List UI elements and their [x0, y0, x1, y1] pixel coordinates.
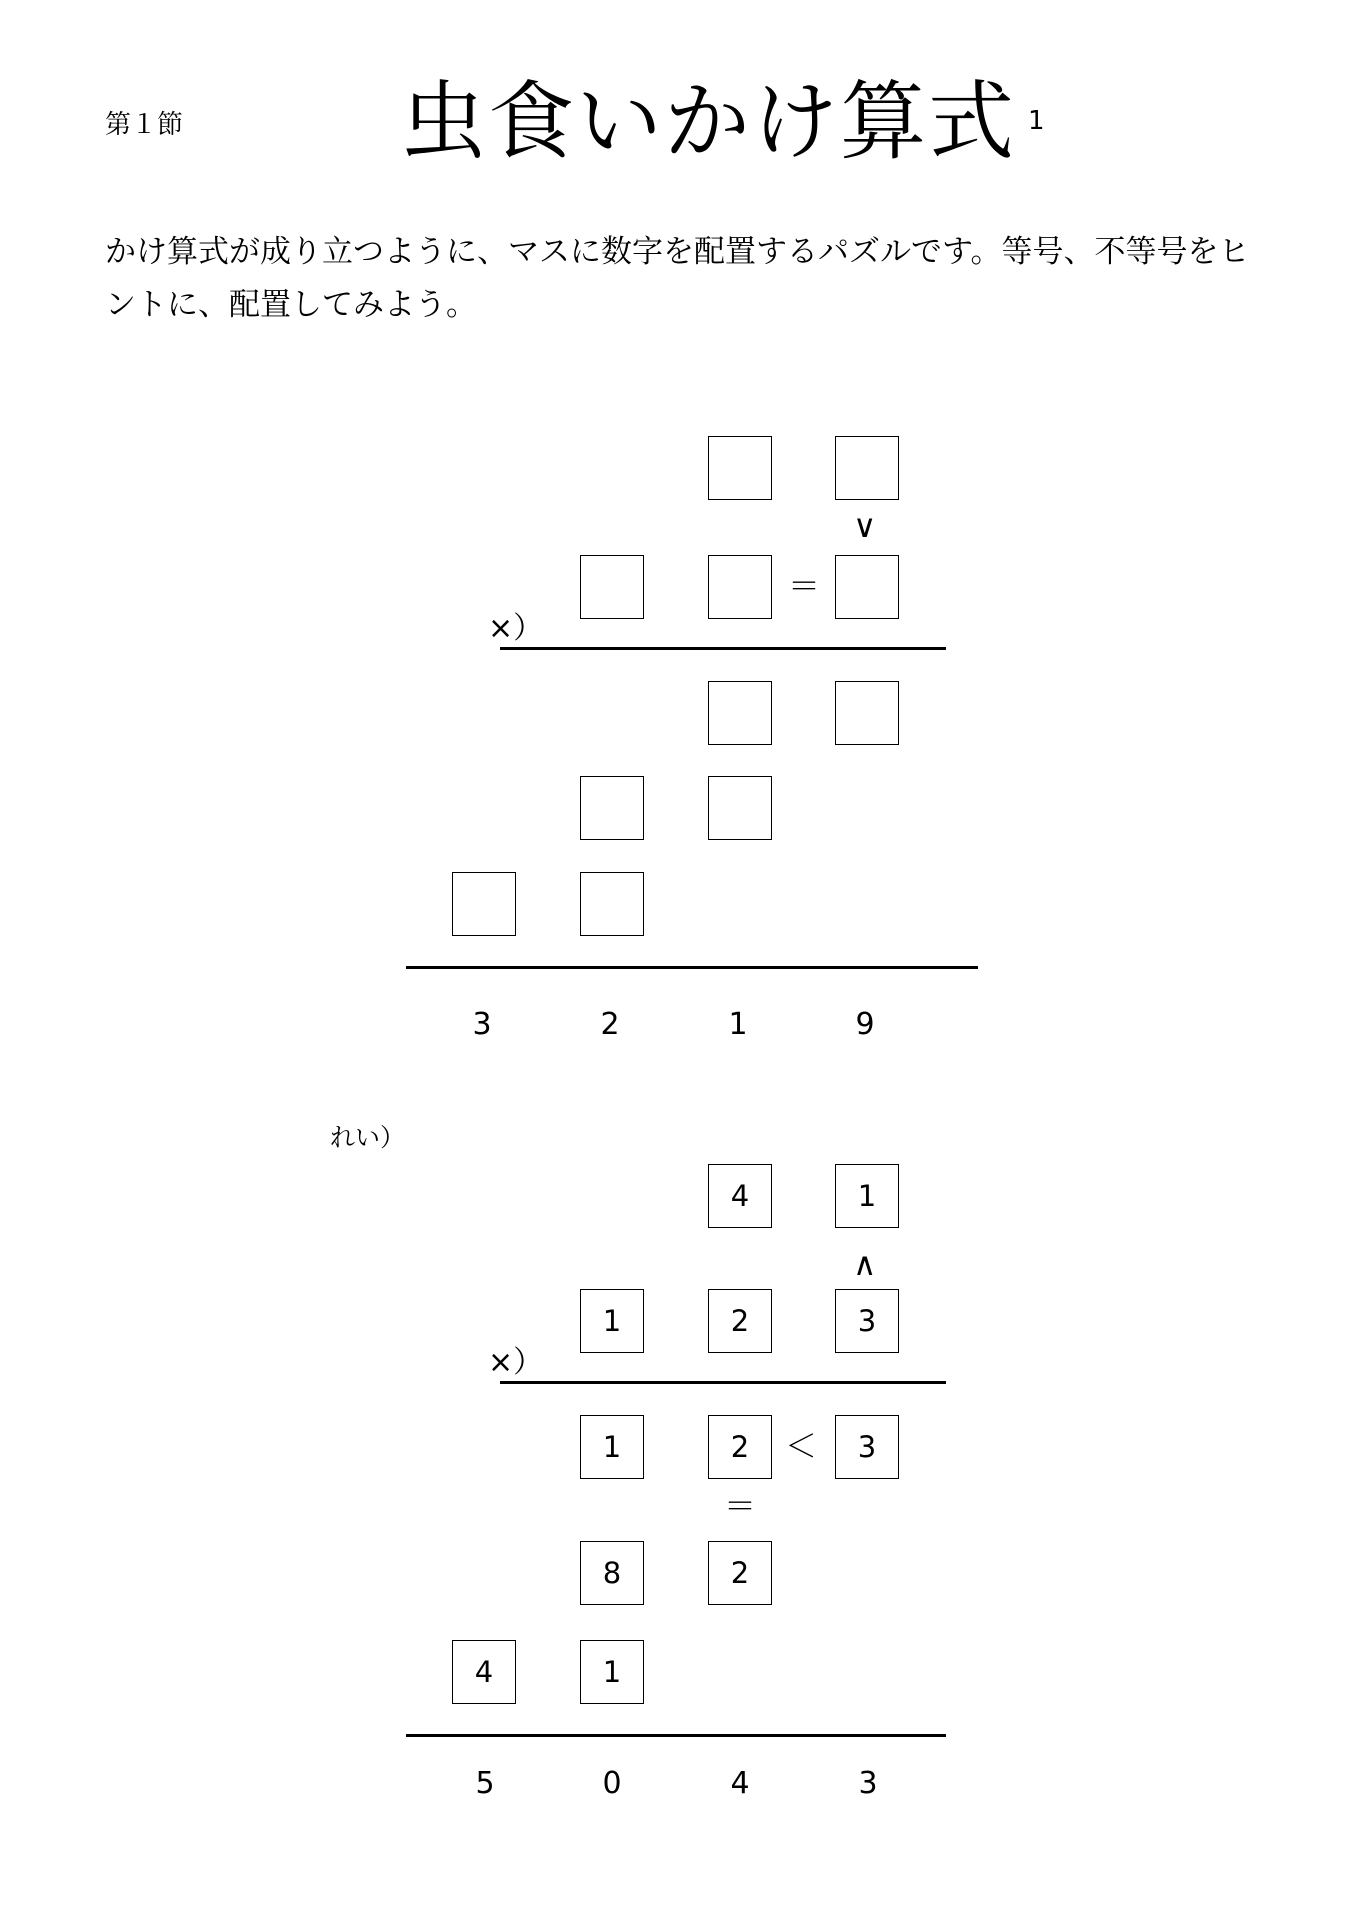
example-box: 1 [835, 1164, 899, 1228]
example-box: 1 [580, 1415, 644, 1479]
result-digit: 9 [855, 1007, 875, 1042]
section-label: 第１節 [105, 110, 184, 140]
result-digit: 2 [600, 1007, 620, 1042]
puzzle-box[interactable] [580, 776, 644, 840]
result-digit: 3 [858, 1766, 878, 1801]
instructions: かけ算式が成り立つように、マスに数字を配置するパズルです。等号、不等号をヒントに、配置してみよう。 [105, 234, 1250, 323]
example-box: 4 [708, 1164, 772, 1228]
puzzle-box[interactable] [835, 681, 899, 745]
multiplication-rule [500, 1381, 946, 1384]
puzzle-box[interactable] [580, 555, 644, 619]
example-box: 3 [835, 1289, 899, 1353]
page-title: 虫食いかけ算式 [400, 72, 1016, 172]
page-number: 1 [1028, 106, 1045, 136]
greater-sign: ∨ [853, 507, 877, 545]
example-box: 1 [580, 1640, 644, 1704]
less-sign: ＜ [785, 1427, 818, 1465]
result-digit: 5 [475, 1766, 495, 1801]
puzzle-box[interactable] [708, 681, 772, 745]
multiplication-rule [500, 647, 946, 650]
result-digit: 4 [730, 1766, 750, 1801]
example-box: 2 [708, 1541, 772, 1605]
puzzle-box[interactable] [708, 555, 772, 619]
equals-sign: ＝ [724, 1487, 757, 1525]
result-digit: 0 [602, 1766, 622, 1801]
puzzle-box[interactable] [452, 872, 516, 936]
example-box: 2 [708, 1289, 772, 1353]
example-box: 4 [452, 1640, 516, 1704]
equals-sign: ＝ [788, 567, 821, 605]
example-label: れい） [330, 1123, 406, 1152]
puzzle-box[interactable] [708, 436, 772, 500]
result-digit: 3 [472, 1007, 492, 1042]
example-box: 3 [835, 1415, 899, 1479]
times-sign: ×） [488, 1345, 544, 1380]
example-box: 2 [708, 1415, 772, 1479]
puzzle-box[interactable] [708, 776, 772, 840]
puzzle-box[interactable] [835, 436, 899, 500]
sum-rule [406, 1734, 946, 1737]
example-box: 8 [580, 1541, 644, 1605]
times-sign: ×） [488, 611, 544, 646]
sum-rule [406, 966, 978, 969]
example-box: 1 [580, 1289, 644, 1353]
result-digit: 1 [728, 1007, 748, 1042]
puzzle-box[interactable] [580, 872, 644, 936]
puzzle-box[interactable] [835, 555, 899, 619]
less-sign: ∧ [853, 1245, 877, 1283]
